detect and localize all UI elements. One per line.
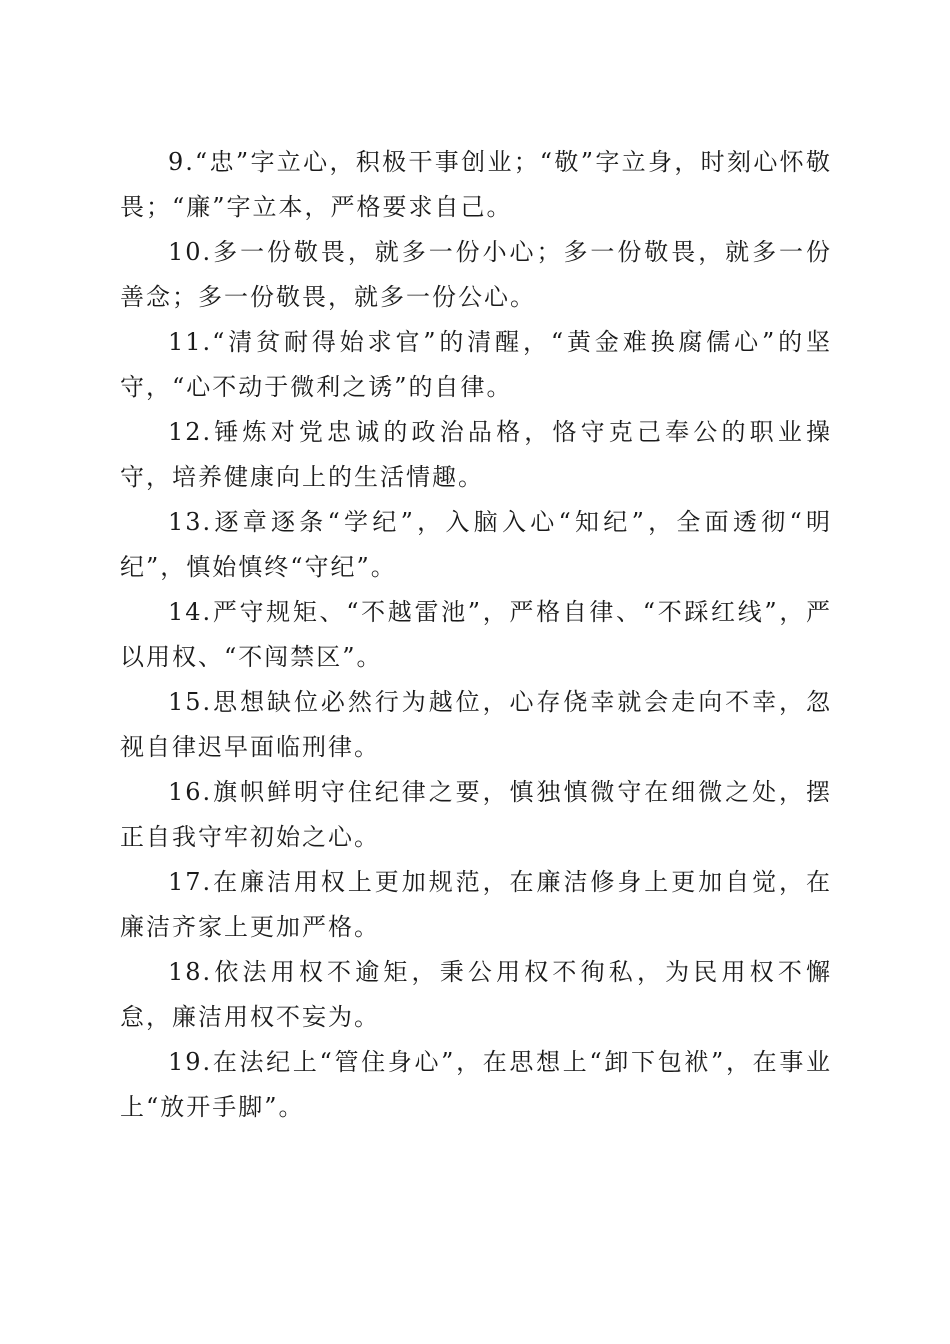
paragraph-17: 17.在廉洁用权上更加规范，在廉洁修身上更加自觉，在廉洁齐家上更加严格。: [120, 868, 832, 941]
paragraph-13: 13.逐章逐条“学纪”，入脑入心“知纪”，全面透彻“明纪”，慎始慎终“守纪”。: [120, 508, 832, 581]
paragraph-19: 19.在法纪上“管住身心”，在思想上“卸下包袱”，在事业上“放开手脚”。: [120, 1048, 832, 1121]
paragraph-12: 12.锤炼对党忠诚的政治品格，恪守克己奉公的职业操守，培养健康向上的生活情趣。: [120, 418, 832, 491]
paragraph-15: 15.思想缺位必然行为越位，心存侥幸就会走向不幸，忽视自律迟早面临刑律。: [120, 688, 832, 761]
paragraph-14: 14.严守规矩、“不越雷池”，严格自律、“不踩红线”，严以用权、“不闯禁区”。: [120, 598, 832, 671]
paragraph-11: 11.“清贫耐得始求官”的清醒，“黄金难换腐儒心”的坚守，“心不动于微利之诱”的自律。: [120, 328, 832, 401]
document-body: [120, 140, 832, 1130]
paragraph-16: 16.旗帜鲜明守住纪律之要，慎独慎微守在细微之处，摆正自我守牢初始之心。: [120, 778, 832, 851]
paragraph-10: 10.多一份敬畏，就多一份小心；多一份敬畏，就多一份善念；多一份敬畏，就多一份公心。: [120, 238, 832, 311]
paragraph-18: 18.依法用权不逾矩，秉公用权不徇私，为民用权不懈怠，廉洁用权不妄为。: [120, 958, 832, 1031]
paragraph-9: 9.“忠”字立心，积极干事创业；“敬”字立身，时刻心怀敬畏；“廉”字立本，严格要求自己。: [120, 148, 832, 221]
